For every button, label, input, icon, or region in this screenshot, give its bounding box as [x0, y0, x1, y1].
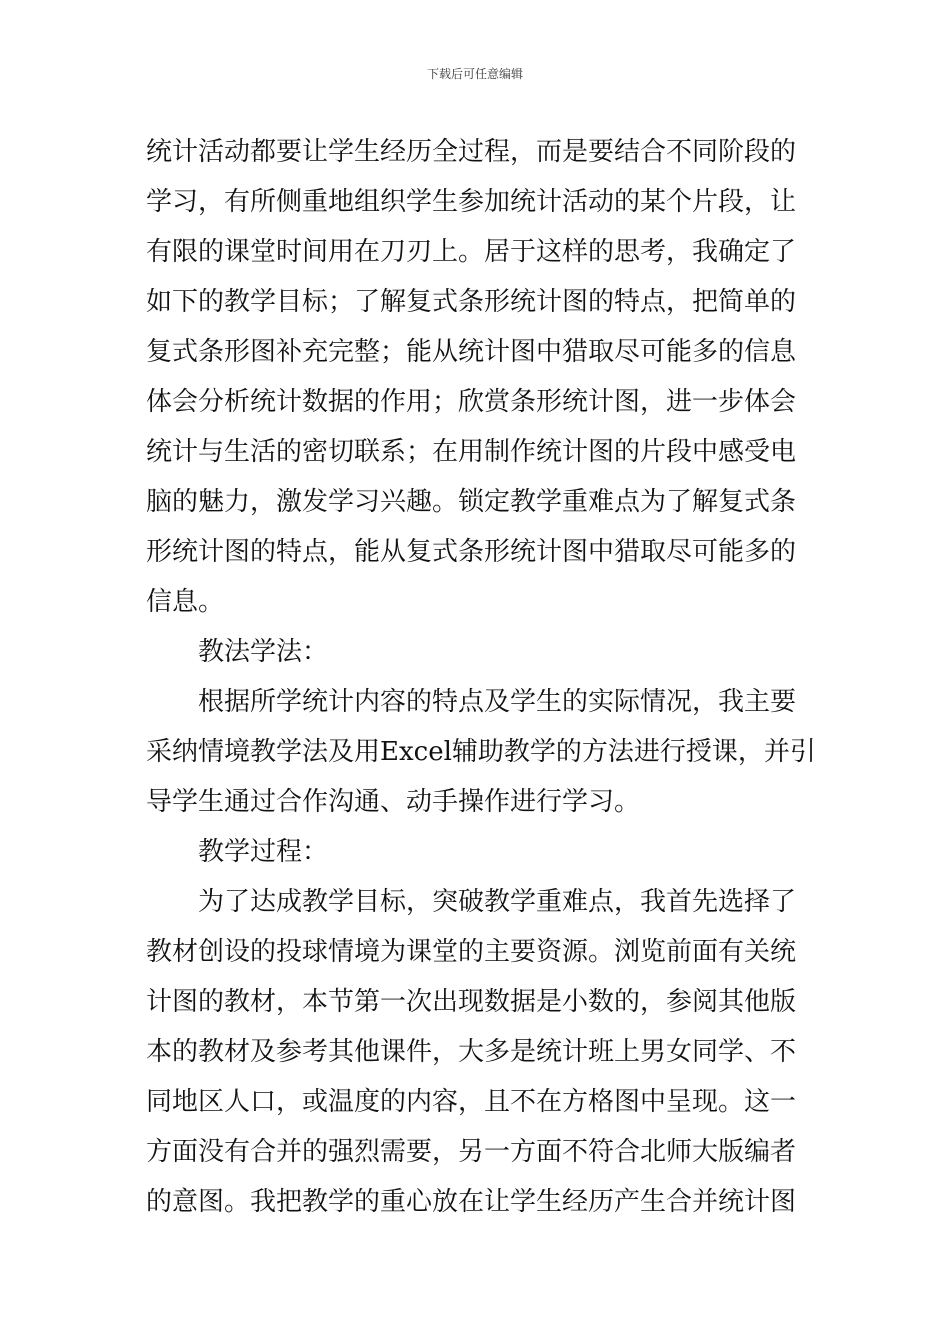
- text-line: 教材创设的投球情境为课堂的主要资源。浏览前面有关统: [146, 937, 797, 967]
- text-line: 为了达成教学目标，突破教学重难点，我首先选择了: [146, 887, 797, 917]
- text-line: 的意图。我把教学的重心放在让学生经历产生合并统计图: [146, 1187, 797, 1217]
- text-line: 方面没有合并的强烈需要，另一方面不符合北师大版编者: [146, 1137, 797, 1167]
- section-heading: 教学过程：: [146, 837, 329, 867]
- text-line: 统计活动都要让学生经历全过程，而是要结合不同阶段的: [146, 137, 797, 167]
- text-line: 导学生通过合作沟通、动手操作进行学习。: [146, 787, 641, 817]
- text-line: 采纳情境教学法及用Excel辅助教学的方法进行授课，并引: [146, 737, 816, 767]
- text-line: 学习，有所侧重地组织学生参加统计活动的某个片段，让: [146, 187, 797, 217]
- text-line: 同地区人口，或温度的内容，且不在方格图中呈现。这一: [146, 1087, 797, 1117]
- text-line: 根据所学统计内容的特点及学生的实际情况，我主要: [146, 687, 797, 717]
- text-line: 统计与生活的密切联系；在用制作统计图的片段中感受电: [146, 437, 797, 467]
- page-header: 下载后可任意编辑: [426, 67, 523, 81]
- text-line: 脑的魅力，激发学习兴趣。锁定教学重难点为了解复式条: [146, 487, 797, 517]
- text-line: 计图的教材，本节第一次出现数据是小数的，参阅其他版: [146, 987, 797, 1017]
- text-line: 如下的教学目标；了解复式条形统计图的特点，把简单的: [146, 287, 797, 317]
- text-line: 复式条形图补充完整；能从统计图中猎取尽可能多的信息: [146, 337, 797, 367]
- text-line: 有限的课堂时间用在刀刃上。居于这样的思考，我确定了: [146, 237, 797, 267]
- text-line: 形统计图的特点，能从复式条形统计图中猎取尽可能多的: [146, 537, 797, 567]
- text-line: 信息。: [146, 587, 225, 617]
- body-text: [146, 127, 816, 1227]
- section-heading: 教法学法：: [146, 637, 329, 667]
- text-line: 体会分析统计数据的作用；欣赏条形统计图，进一步体会: [146, 387, 797, 417]
- text-line: 本的教材及参考其他课件，大多是统计班上男女同学、不: [146, 1037, 797, 1067]
